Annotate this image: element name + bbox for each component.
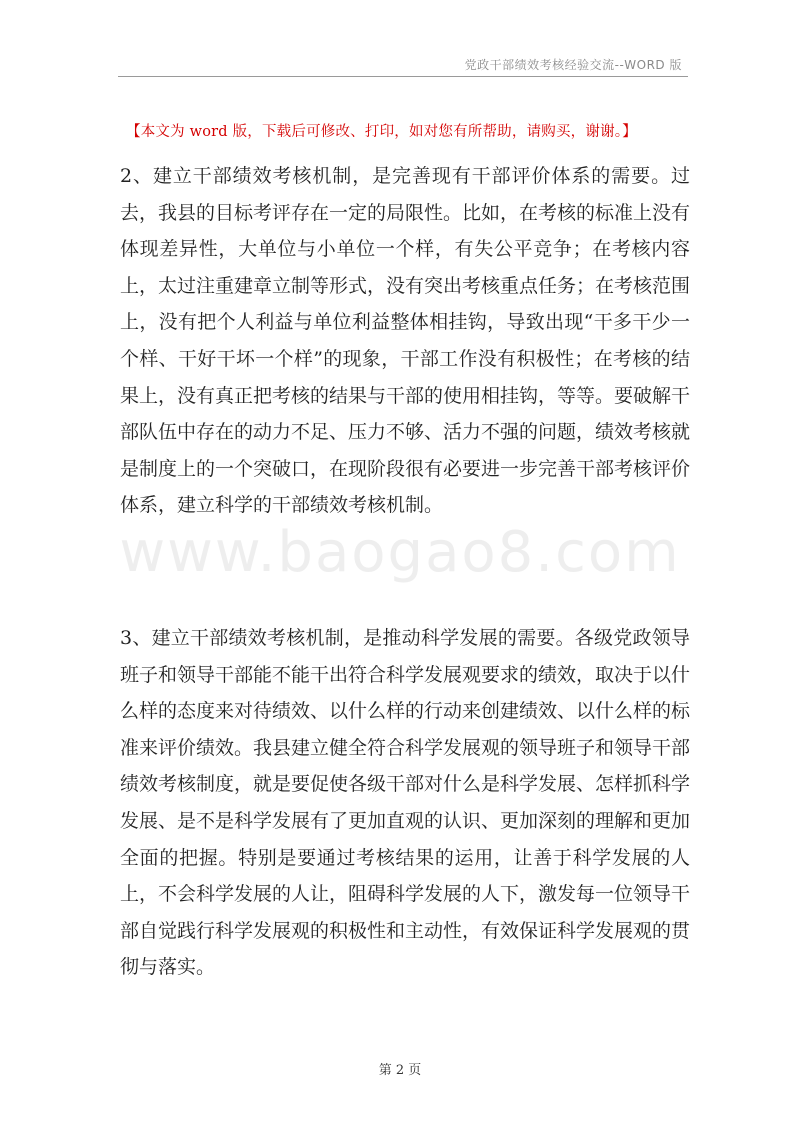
header-divider: [118, 76, 688, 77]
page-number: 第 2 页: [378, 1063, 422, 1078]
paragraph-2: 2、建立干部绩效考核机制，是完善现有干部评价体系的需要。过去，我县的目标考评存在一定的局限性。比如，在考核的标准上没有体现差异性，大单位与小单位一个样，有失公平竞争；在考核内容上，太过注重建章立制等形式，没有突出考核重点任务；在考核范围上，没有把个人利益与单位利益整体相挂钩，导致出现“干多干少一个样、干好干坏一个样”的现象，干部工作没有积极性；在考核的结果上，没有真正把考核的结果与干部的使用相挂钩，等等。要破解干部队伍中存在的动力不足、压力不够、活力不强的问题，绩效考核就是制度上的一个突破口，在现阶段很有必要进一步完善干部考核评价体系，建立科学的干部绩效考核机制。: [120, 165, 691, 517]
paragraph-3: 3、建立干部绩效考核机制，是推动科学发展的需要。各级党政领导班子和领导干部能不能干出符合科学发展观要求的绩效，取决于以什么样的态度来对待绩效、以什么样的行动来创建绩效、以什么样的标准来评价绩效。我县建立健全符合科学发展观的领导班子和领导干部绩效考核制度，就是要促使各级干部对什么是科学发展、怎样抓科学发展、是不是科学发展有了更加直观的认识、更加深刻的理解和更加全面的把握。特别是要通过考核结果的运用，让善于科学发展的人上，不会科学发展的人让，阻碍科学发展的人下，激发每一位领导干部自觉践行科学发展观的积极性和主动性，有效保证科学发展观的贯彻与落实。: [120, 627, 691, 979]
header-title: 党政干部绩效考核经验交流--WORD 版: [464, 58, 682, 72]
watermark: www.baogao8.com: [119, 520, 681, 585]
purchase-notice: 【本文为 word 版，下载后可修改、打印，如对您有所帮助，请购买，谢谢。】: [126, 124, 637, 140]
